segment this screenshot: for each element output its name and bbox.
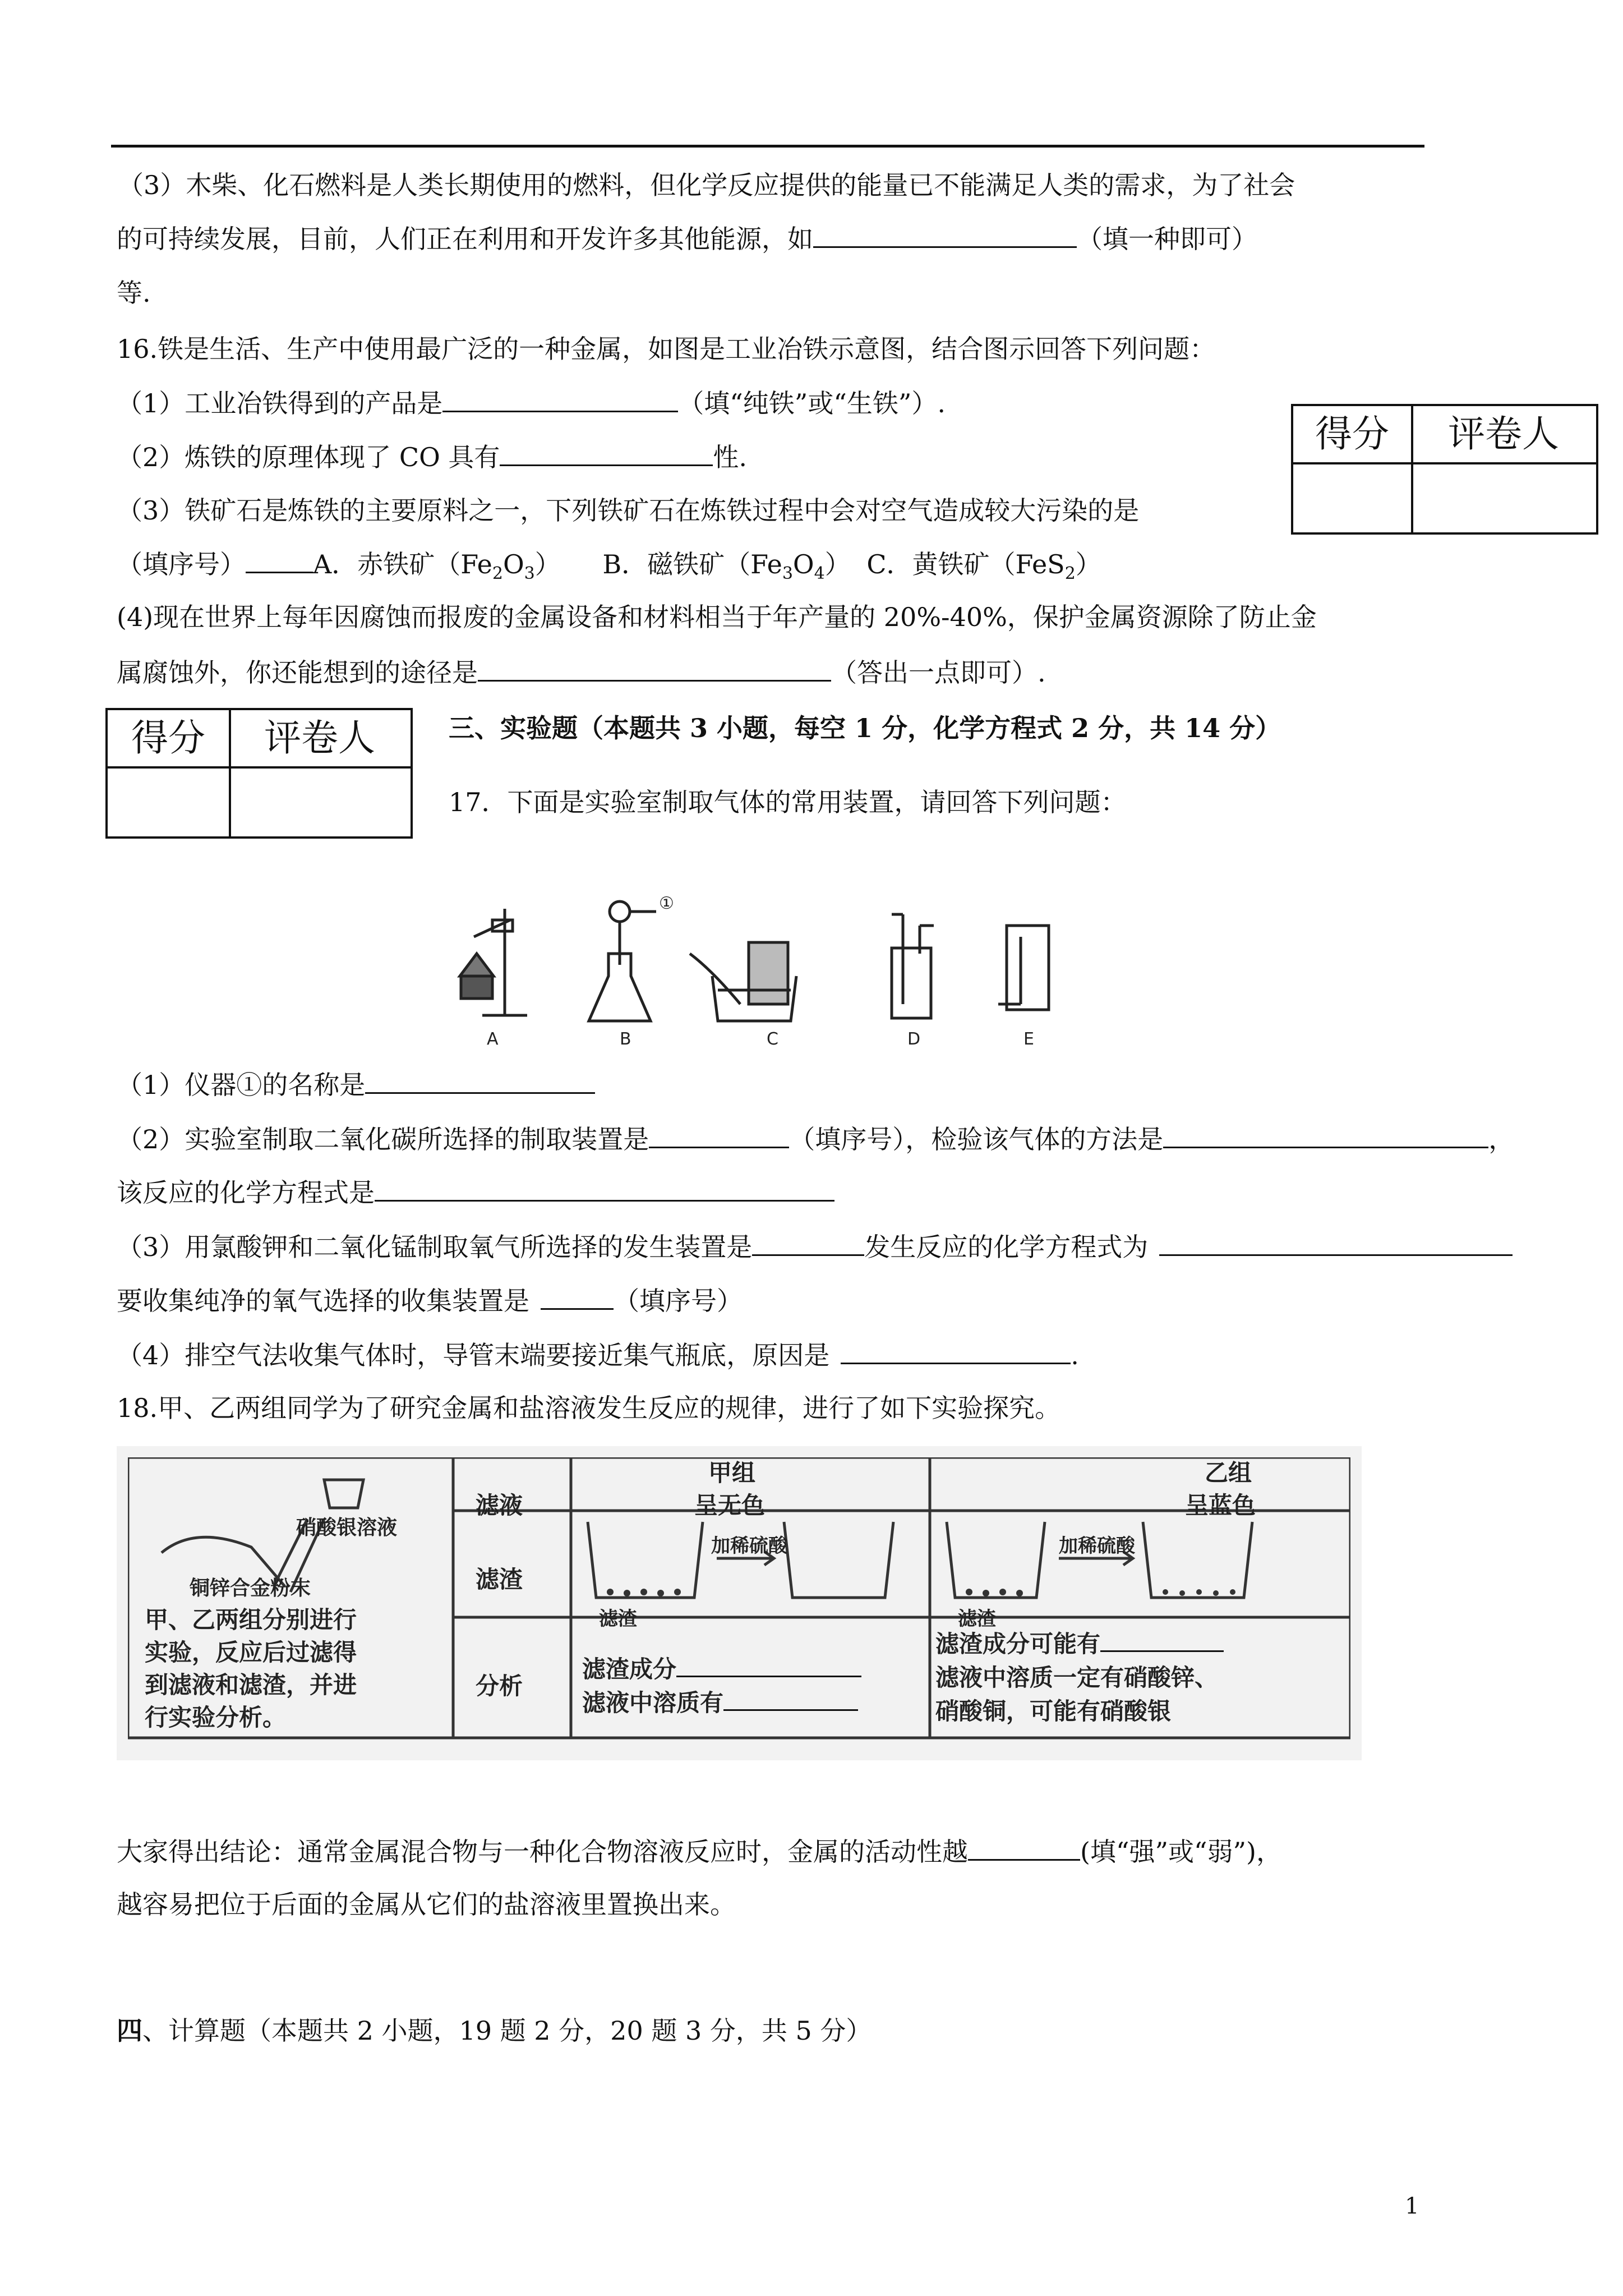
answer-blank[interactable] [649,1122,789,1148]
answer-blank[interactable] [442,386,678,412]
group-a-header: 甲组 [708,1459,756,1487]
answer-blank[interactable] [541,1283,614,1310]
grader-label: 评卷人 [1448,412,1559,455]
page-number: 1 [1405,2193,1419,2219]
score-box-left [105,708,413,839]
q17-stem: 17．下面是实验室制取气体的常用装置，请回答下列问题： [449,787,1127,817]
apparatus-label-b: B [620,1029,631,1049]
answer-blank[interactable] [478,655,831,682]
q15-3-line3: 等. [117,278,151,308]
grader-label: 评卷人 [264,716,375,760]
section3-title: 三、实验题（本题共 3 小题，每空 1 分，化学方程式 2 分，共 14 分） [449,713,1281,743]
section4-title: 四、计算题（本题共 2 小题，19 题 2 分，20 题 3 分，共 5 分） [117,2016,872,2046]
apparatus-marker: ① [659,894,674,913]
left-text-3: 到滤液和滤渣，并进 [145,1671,357,1699]
silver-nitrate-label: 硝酸银溶液 [296,1516,398,1539]
group-a-analysis-1: 滤渣成分 [582,1654,861,1685]
apparatus-b [589,901,656,1021]
apparatus-d [892,914,934,1018]
q17-part3-collect: 要收集纯净的氧气选择的收集装置是 （填序号） [117,1283,743,1318]
q16-part1: （1）工业冶铁得到的产品是 （填“纯铁”或“生铁”）. [117,386,946,420]
q15-3-line1: （3）木柴、化石燃料是人类长期使用的燃料，但化学反应提供的能量已不能满足人类的需求，为了社会 [118,170,1295,200]
answer-blank[interactable] [246,547,313,573]
q17-part3: （3）用氯酸钾和二氧化锰制取氧气所选择的发生装置是 发生反应的化学方程式为 [117,1230,1513,1264]
row-filtrate-label: 滤液 [476,1492,523,1519]
answer-blank[interactable] [365,1068,595,1094]
apparatus-e [998,926,1049,1010]
apparatus-a [460,909,527,1015]
apparatus-label-a: A [487,1029,499,1049]
answer-blank[interactable] [375,1175,834,1202]
q17-part2-equation: 该反应的化学方程式是 [117,1175,834,1209]
alloy-label: 铜锌合金粉末 [190,1577,311,1600]
residue-label-b: 滤渣 [958,1608,996,1630]
q16-part4-line2: 属腐蚀外，你还能想到的途径是 （答出一点即可）. [117,655,1046,689]
conclusion-line2: 越容易把位于后面的金属从它们的盐溶液里置换出来。 [117,1889,736,1920]
answer-blank[interactable] [841,1338,1071,1364]
group-b-filtrate: 呈蓝色 [1185,1492,1256,1519]
apparatus-label-d: D [907,1029,921,1049]
lab-apparatus-figure [426,892,1099,1055]
left-text-4: 行实验分析。 [145,1704,287,1731]
q15-3-line2: 的可持续发展，目前，人们正在利用和开发许多其他能源，如 （填一种即可） [117,222,1257,256]
apparatus-c [690,942,796,1021]
header-rule [111,145,1424,148]
q16-part3-options: （填序号） A．赤铁矿$(Fe_2O_3)$ B．磁铁矿$(Fe_3O_4)$ C．黄铁矿（FeS$_2$） [117,547,1101,581]
q16-part3: （3）铁矿石是炼铁的主要原料之一，下列铁矿石在炼铁过程中会对空气造成较大污染的是 [117,495,1140,526]
answer-blank[interactable] [752,1230,864,1256]
answer-blank[interactable] [1159,1230,1513,1256]
group-b-analysis-3: 硝酸铜，可能有硝酸银 [935,1697,1172,1725]
answer-blank[interactable] [1163,1122,1488,1148]
q16-part4-line1: (4)现在世界上每年因腐蚀而报废的金属设备和材料相当于年产量的 20%-40%，保护金属资源除了防止金 [117,602,1317,632]
row-residue-label: 滤渣 [476,1566,523,1593]
apparatus-label-e: E [1023,1029,1034,1049]
group-a-analysis-2: 滤液中溶质有 [582,1687,858,1719]
q17-part2: （2）实验室制取二氧化碳所选择的制取装置是 （填序号），检验该气体的方法是 ， [117,1122,1514,1156]
q18-experiment-table [117,1446,1362,1760]
left-text-1: 甲、乙两组分别进行 [145,1606,357,1634]
row-analysis-label: 分析 [476,1672,523,1700]
q17-part1: （1）仪器①的名称是 [117,1068,595,1102]
q17-part4: （4）排空气法收集气体时，导管末端要接近集气瓶底，原因是 . [117,1338,1079,1372]
q18-stem: 18.甲、乙两组同学为了研究金属和盐溶液发生反应的规律，进行了如下实验探究。 [117,1393,1061,1423]
group-a-filtrate: 呈无色 [694,1492,766,1519]
group-b-header: 乙组 [1205,1459,1252,1487]
score-box-right [1291,404,1598,535]
group-b-analysis-1: 滤渣成分可能有 [935,1628,1224,1660]
answer-blank[interactable] [500,440,713,466]
acid-label-b: 加稀硫酸 [1059,1535,1135,1557]
conclusion-line1: 大家得出结论：通常金属混合物与一种化合物溶液反应时，金属的活动性越 (填“强”或“弱”)， [117,1834,1282,1869]
acid-label-a: 加稀硫酸 [711,1535,787,1557]
score-label: 得分 [1315,412,1389,455]
q16-part2: （2）炼铁的原理体现了 CO 具有 性. [117,440,747,474]
answer-blank[interactable] [968,1834,1080,1861]
apparatus-label-c: C [767,1029,778,1049]
q16-stem: 16.铁是生活、生产中使用最广泛的一种金属，如图是工业冶铁示意图，结合图示回答下列问题： [117,334,1216,364]
residue-label-a: 滤渣 [599,1608,637,1630]
left-text-2: 实验，反应后过滤得 [145,1639,357,1666]
answer-blank[interactable] [813,222,1077,248]
group-b-analysis-2: 滤液中溶质一定有硝酸锌、 [935,1664,1219,1691]
score-label: 得分 [131,716,205,760]
